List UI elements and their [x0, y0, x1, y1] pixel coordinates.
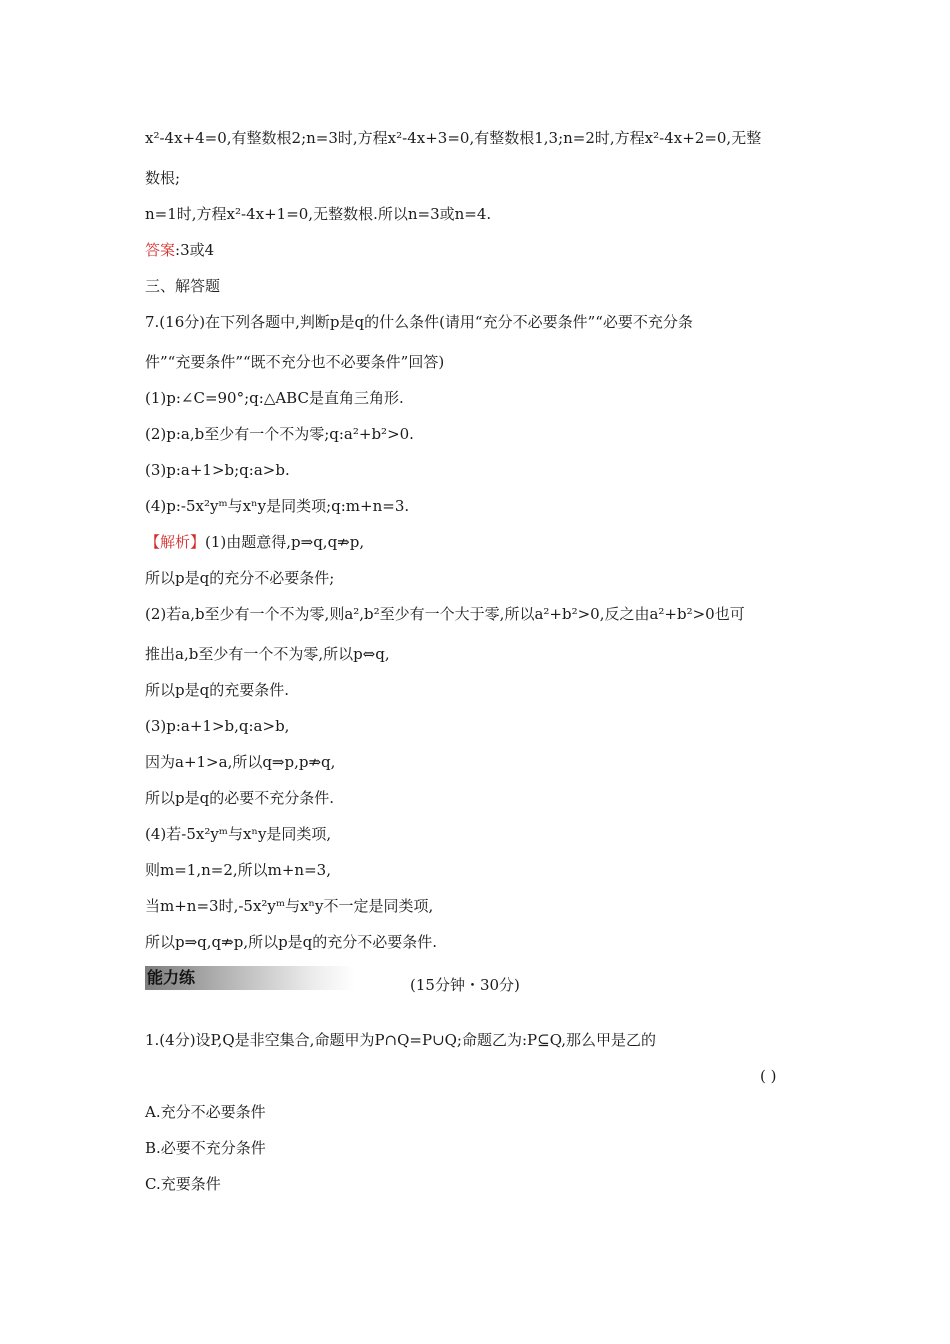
- answer-value: :3或4: [175, 241, 215, 259]
- text-line: 当m+n=3时,-5x²yᵐ与xⁿy不一定是同类项,: [145, 897, 434, 915]
- text-line: n=1时,方程x²-4x+1=0,无整数根.所以n=3或n=4.: [145, 205, 492, 223]
- text-line: (2)若a,b至少有一个不为零,则a²,b²至少有一个大于零,所以a²+b²>0,反之由a²+b²>0也可: [145, 605, 745, 623]
- text-line: 所以p是q的充要条件.: [145, 681, 289, 699]
- text-line: 所以p是q的必要不充分条件.: [145, 789, 334, 807]
- text-line: 则m=1,n=2,所以m+n=3,: [145, 861, 331, 879]
- analysis-label: 【解析】: [145, 533, 206, 551]
- text-line: (3)p:a+1>b,q:a>b,: [145, 717, 290, 735]
- section-tag-time: (15分钟・30分): [410, 976, 520, 994]
- text-line: 推出a,b至少有一个不为零,所以p⇔q,: [145, 645, 390, 663]
- question-7-part-3: (3)p:a+1>b;q:a>b.: [145, 461, 290, 479]
- question-7-part-4: (4)p:-5x²yᵐ与xⁿy是同类项;q:m+n=3.: [145, 497, 410, 515]
- section-title: 三、解答题: [145, 277, 221, 295]
- answer-blank-parentheses: ( ): [760, 1067, 777, 1085]
- question-7-part-2: (2)p:a,b至少有一个不为零;q:a²+b²>0.: [145, 425, 414, 443]
- analysis-line: [145, 532, 364, 552]
- text-line: 数根;: [145, 169, 181, 187]
- text-line: 所以p是q的充分不必要条件;: [145, 569, 335, 587]
- text-line: 因为a+1>a,所以q⇒p,p⇏q,: [145, 753, 336, 771]
- analysis-text: (1)由题意得,p⇒q,q⇏p,: [205, 533, 365, 551]
- answer-label: 答案: [145, 241, 176, 259]
- answer-line: [145, 240, 214, 260]
- question-7-stem: 7.(16分)在下列各题中,判断p是q的什么条件(请用“充分不必要条件”“必要不充分条: [145, 313, 693, 331]
- section-tag-banner: [145, 966, 355, 990]
- question-7-stem-cont: 件”“充要条件”“既不充分也不必要条件”回答): [145, 353, 445, 371]
- text-line: 所以p⇒q,q⇏p,所以p是q的充分不必要条件.: [145, 933, 438, 951]
- question-7-part-1: (1)p:∠C=90°;q:△ABC是直角三角形.: [145, 389, 404, 407]
- option-a: A.充分不必要条件: [145, 1103, 266, 1121]
- text-line: x²-4x+4=0,有整数根2;n=3时,方程x²-4x+3=0,有整数根1,3;n=2时,方程x²-4x+2=0,无整: [145, 129, 762, 147]
- section-tag-label: 能力练: [147, 968, 196, 987]
- option-b: B.必要不充分条件: [145, 1139, 266, 1157]
- question-1-stem: 1.(4分)设P,Q是非空集合,命题甲为P∩Q=P∪Q;命题乙为:P⊆Q,那么甲是乙的: [145, 1031, 657, 1049]
- text-line: (4)若-5x²yᵐ与xⁿy是同类项,: [145, 825, 332, 843]
- option-c: C.充要条件: [145, 1175, 221, 1193]
